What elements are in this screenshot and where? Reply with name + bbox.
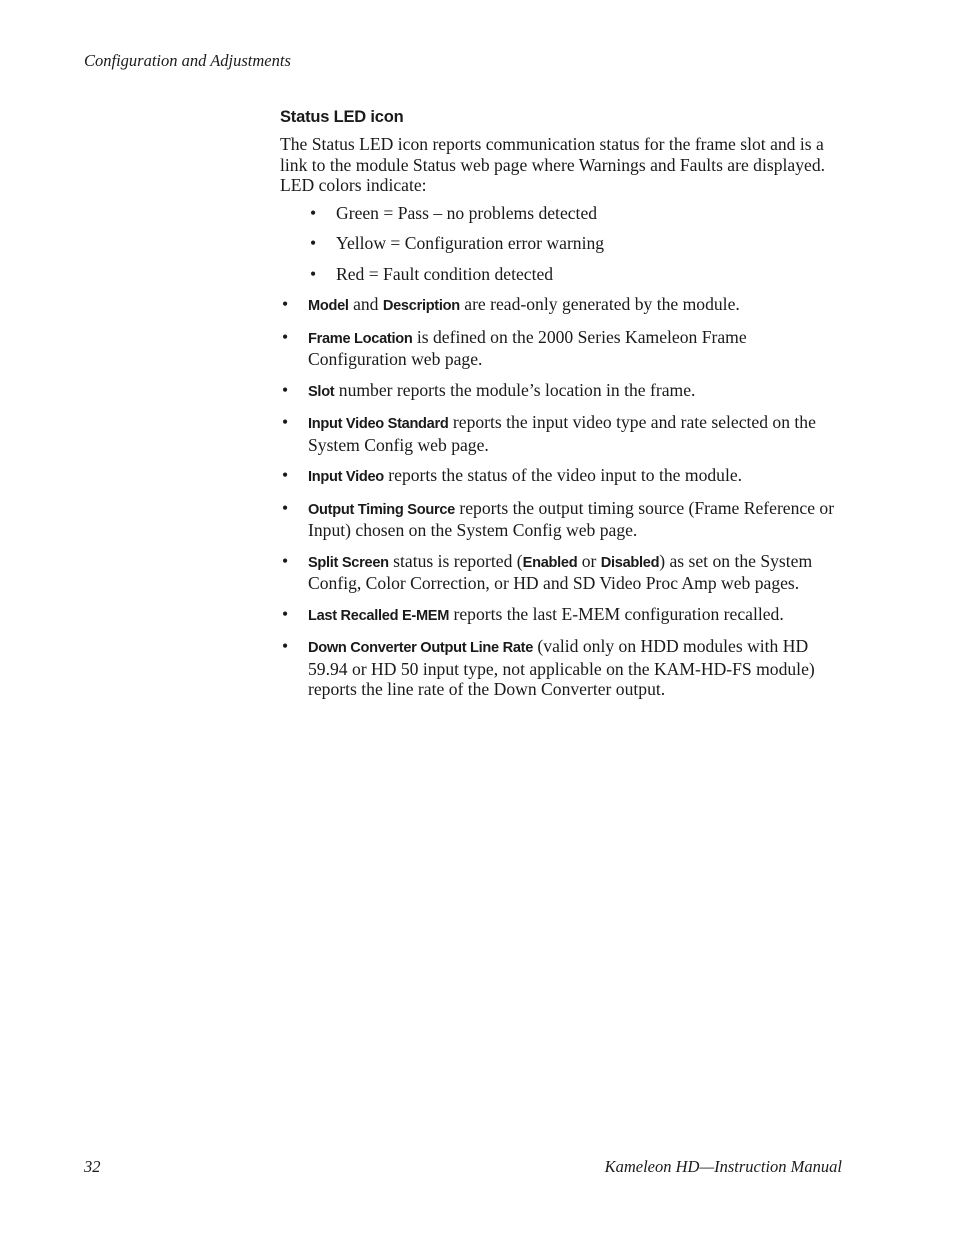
field-term: Down Converter Output Line Rate — [308, 640, 534, 656]
field-term: Enabled — [522, 554, 578, 571]
main-content — [280, 107, 844, 710]
field-text: reports the output timing source (Frame Reference or Input) chosen on the System Config web page. — [308, 497, 835, 540]
bullet: • — [310, 202, 317, 223]
field-text: reports the status of the video input to the module. — [383, 465, 743, 485]
page-number: 32 — [84, 1157, 101, 1176]
field-list-item — [280, 294, 844, 317]
bullet: • — [282, 379, 289, 400]
field-list-item — [280, 327, 844, 370]
field-term: Input Video — [308, 469, 384, 485]
field-term: Frame Location — [308, 330, 413, 347]
field-list-item — [280, 604, 844, 627]
field-text: ) as set on the System Config, Color Correction, or HD and SD Video Proc Amp web pages. — [308, 550, 813, 593]
field-list-item — [280, 465, 844, 488]
bullet: • — [310, 233, 317, 253]
intro-paragraph: The Status LED icon reports communication status for the frame slot and is a link to the module Status web page where Warnings and Faults are displayed. LED colors indicate: — [280, 134, 826, 195]
bullet: • — [282, 550, 289, 571]
bullet: • — [282, 465, 289, 485]
field-list-item — [280, 412, 844, 455]
field-list-item — [280, 636, 844, 700]
field-text: reports the input video type and rate selected on the System Config web page. — [308, 412, 816, 455]
field-list-item — [280, 380, 844, 403]
field-list-item — [280, 551, 844, 594]
bullet: • — [282, 497, 289, 518]
led-color-list — [308, 203, 844, 285]
field-text: number reports the module’s location in the frame. — [334, 379, 696, 400]
section-heading: Status LED icon — [280, 108, 404, 126]
field-text: are read-only generated by the module. — [459, 294, 740, 314]
field-text: is defined on the 2000 Series Kameleon Frame Configuration web page. — [308, 326, 747, 369]
field-term: Last Recalled E-MEM — [308, 607, 450, 624]
running-head: Configuration and Adjustments — [84, 51, 291, 70]
led-color-item: • Green = Pass – no problems detected — [310, 202, 598, 223]
field-term: Description — [382, 298, 460, 314]
led-color-item: • Yellow = Configuration error warning — [310, 233, 605, 253]
field-term: Model — [308, 298, 349, 314]
field-text: status is reported ( — [388, 550, 523, 571]
field-text: and — [348, 294, 383, 314]
field-term: Slot — [308, 383, 335, 400]
led-color-item: • Red = Fault condition detected — [310, 263, 554, 284]
manual-title: Kameleon HD—Instruction Manual — [604, 1157, 842, 1176]
field-term: Disabled — [600, 554, 660, 571]
field-description-list — [280, 294, 844, 700]
field-term: Output Timing Source — [308, 501, 455, 518]
field-list-item — [280, 498, 844, 541]
field-term: Split Screen — [308, 554, 389, 571]
bullet: • — [310, 263, 317, 284]
bullet: • — [282, 636, 289, 656]
field-text: or — [577, 550, 601, 571]
field-term: Input Video Standard — [308, 416, 449, 432]
bullet: • — [282, 326, 289, 347]
field-text: (valid only on HDD modules with HD 59.94 or HD 50 input type, not applicable on the KAM-HD-FS module) reports the line rate of the Down Converter output. — [308, 636, 815, 699]
bullet: • — [282, 603, 289, 624]
bullet: • — [282, 412, 289, 432]
bullet: • — [282, 294, 289, 314]
field-text: reports the last E-MEM configuration recalled. — [449, 603, 784, 624]
